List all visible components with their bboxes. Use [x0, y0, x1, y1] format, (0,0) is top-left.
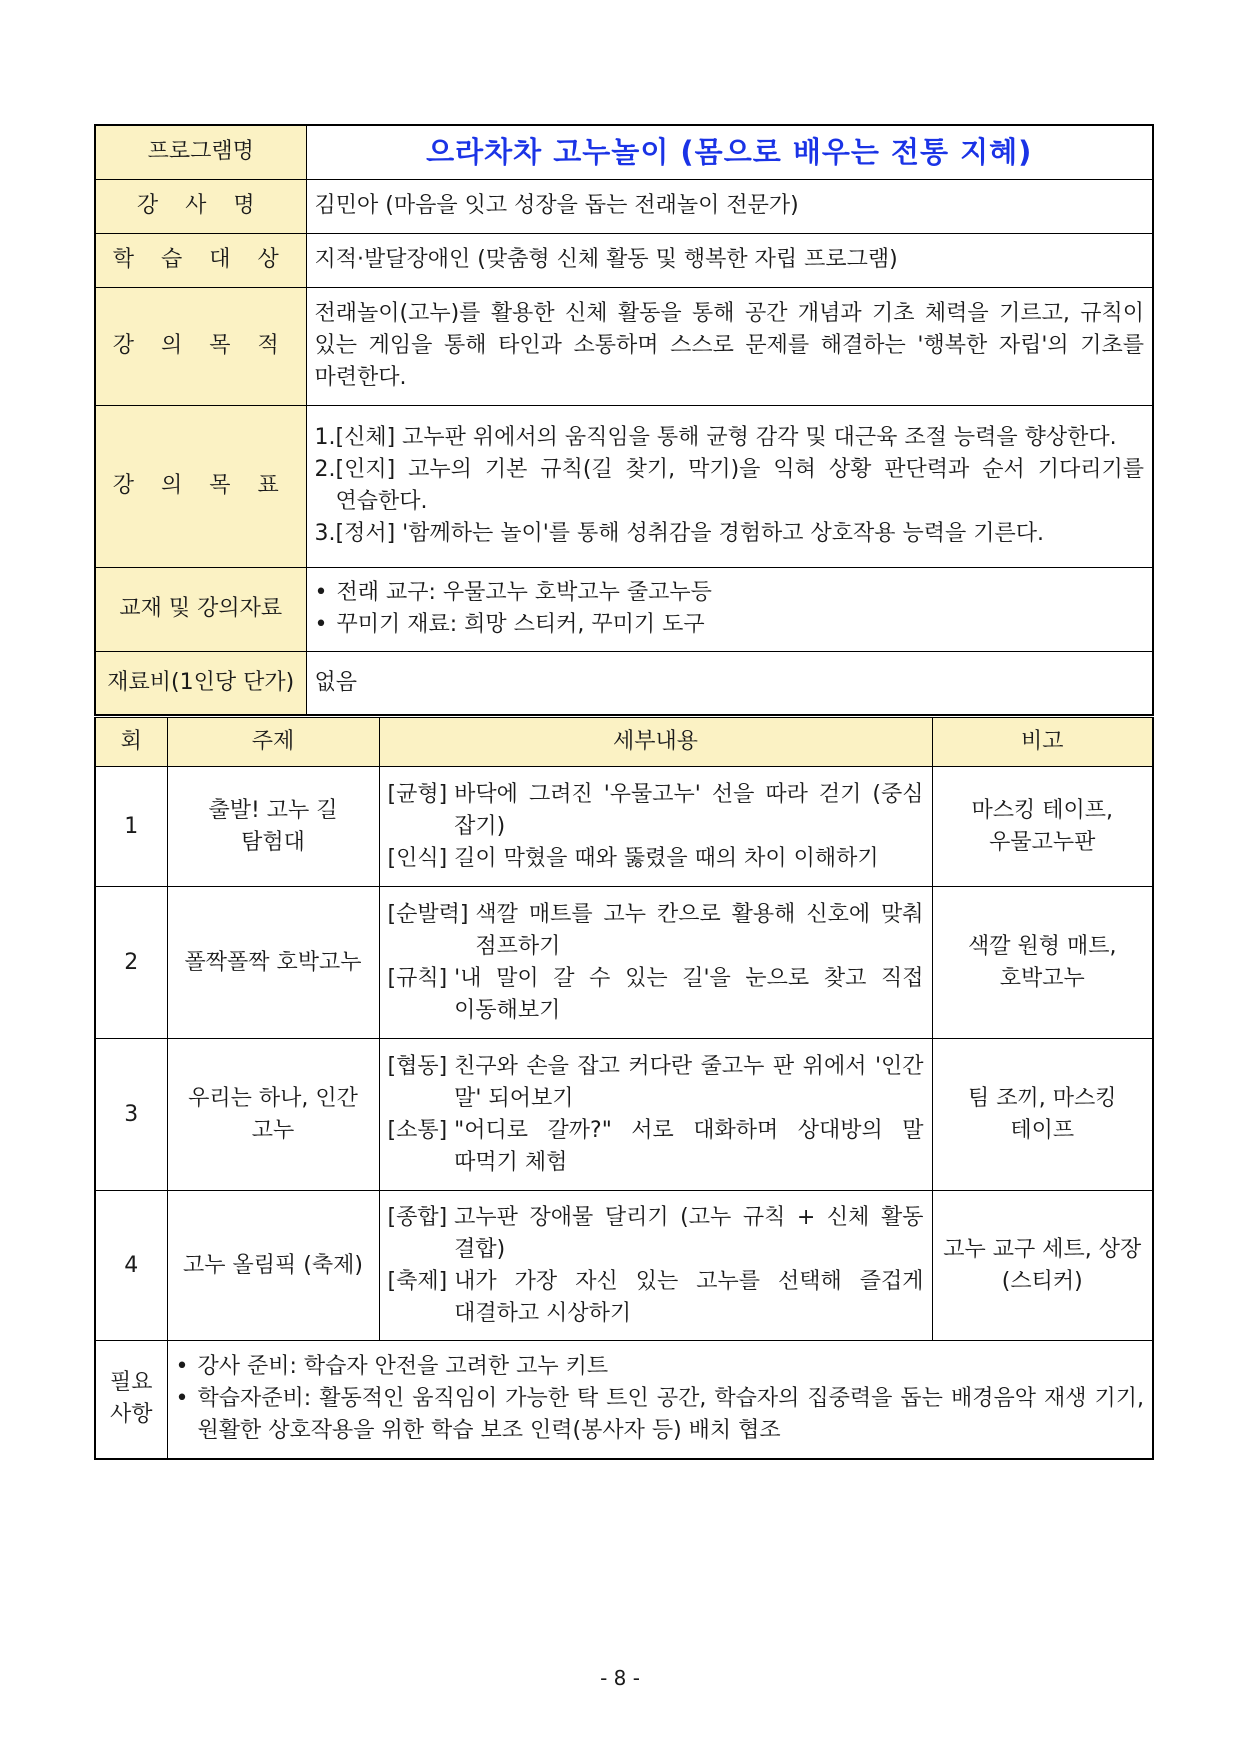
- session-notes: 팀 조끼, 마스킹 테이프: [932, 1039, 1153, 1191]
- goal-number: 2.: [314, 457, 336, 482]
- table-row: [95, 1191, 1153, 1341]
- purpose-row: [95, 287, 1153, 405]
- detail-tag: [소통]: [387, 1117, 455, 1143]
- instructor-label: 강 사 명: [95, 179, 306, 233]
- detail-text: 바닥에 그려진 '우물고누' 선을 따라 걷기 (중심 잡기): [454, 781, 924, 839]
- program-name-label: 프로그램명: [95, 125, 306, 179]
- target-value: 지적·발달장애인 (맞춤형 신체 활동 및 행복한 자립 프로그램): [306, 233, 1153, 287]
- header-details: 세부내용: [379, 718, 932, 767]
- table-row: [95, 1039, 1153, 1191]
- materials-label: 교재 및 강의자료: [95, 567, 306, 651]
- session-number: 3: [95, 1039, 167, 1191]
- detail-item: [388, 1115, 924, 1179]
- materials-item: • 전래 교구: 우물고누 호박고누 줄고누등: [315, 577, 1145, 609]
- fee-label: 재료비(1인당 단가): [95, 651, 306, 715]
- bullet-icon: •: [314, 580, 328, 605]
- materials-row: [95, 567, 1153, 651]
- detail-tag: [종합]: [387, 1204, 455, 1230]
- detail-item: [388, 963, 924, 1027]
- session-topic: 폴짝폴짝 호박고누: [167, 887, 379, 1039]
- detail-tag: [규칙]: [387, 965, 455, 991]
- session-number: 4: [95, 1191, 167, 1341]
- goal-item: [315, 422, 1145, 454]
- bullet-icon: •: [175, 1386, 189, 1412]
- requirements-list: [167, 1341, 1153, 1459]
- detail-tag: [축제]: [387, 1268, 455, 1294]
- purpose-value: 전래놀이(고누)를 활용한 신체 활동을 통해 공간 개념과 기초 체력을 기르고, 규칙이 있는 게임을 통해 타인과 소통하며 스스로 문제를 해결하는 '행복한 자립'의 기초를 마련한다.: [306, 287, 1153, 405]
- detail-text: "어디로 갈까?" 서로 대화하며 상대방의 말 따먹기 체험: [454, 1117, 924, 1175]
- session-topic: 우리는 하나, 인간 고누: [167, 1039, 379, 1191]
- session-topic: 출발! 고누 길 탐험대: [167, 767, 379, 887]
- requirement-item: • 강사 준비: 학습자 안전을 고려한 고누 키트: [176, 1351, 1145, 1383]
- requirements-row: [95, 1341, 1153, 1459]
- goal-text: [정서] '함께하는 놀이'를 통해 성취감을 경험하고 상호작용 능력을 기른다.: [335, 521, 1045, 546]
- goal-number: 1.: [314, 425, 336, 450]
- detail-item: [388, 779, 924, 843]
- session-details: [379, 767, 932, 887]
- program-info-table: [94, 124, 1154, 716]
- bullet-icon: •: [314, 612, 328, 637]
- detail-item: [388, 899, 924, 963]
- header-topic: 주제: [167, 718, 379, 767]
- session-notes: 색깔 원형 매트, 호박고누: [932, 887, 1153, 1039]
- header-notes: 비고: [932, 718, 1153, 767]
- header-session: 회: [95, 718, 167, 767]
- goal-number: 3.: [314, 521, 336, 546]
- goals-row: [95, 405, 1153, 567]
- session-details: [379, 1191, 932, 1341]
- session-details: [379, 887, 932, 1039]
- detail-item: [388, 1202, 924, 1266]
- goals-label: 강 의 목 표: [95, 405, 306, 567]
- detail-item: [388, 1266, 924, 1330]
- instructor-row: [95, 179, 1153, 233]
- requirement-item: • 학습자준비: 활동적인 움직임이 가능한 탁 트인 공간, 학습자의 집중력을 돕는 배경음악 재생 기기, 원활한 상호작용을 위한 학습 보조 인력(봉사자 등) 배치 협조: [176, 1383, 1145, 1447]
- goal-item: [315, 518, 1145, 550]
- detail-tag: [인식]: [387, 845, 455, 871]
- detail-text: 내가 가장 자신 있는 고누를 선택해 즐겁게 대결하고 시상하기: [454, 1268, 924, 1326]
- goal-item: [315, 454, 1145, 518]
- goal-text: [신체] 고누판 위에서의 움직임을 통해 균형 감각 및 대근육 조절 능력을 향상한다.: [335, 425, 1117, 450]
- materials-list: [306, 567, 1153, 651]
- purpose-label: 강 의 목 적: [95, 287, 306, 405]
- detail-text: 고누판 장애물 달리기 (고누 규칙 + 신체 활동 결합): [454, 1204, 924, 1262]
- bullet-icon: •: [175, 1354, 189, 1380]
- page-number: - 8 -: [600, 1666, 640, 1690]
- schedule-header-row: [95, 718, 1153, 767]
- detail-text: '내 말이 갈 수 있는 길'을 눈으로 찾고 직접 이동해보기: [454, 965, 924, 1023]
- goal-text: [인지] 고누의 기본 규칙(길 찾기, 막기)을 익혀 상황 판단력과 순서 기다리기를 연습한다.: [335, 457, 1144, 514]
- detail-text: 길이 막혔을 때와 뚫렸을 때의 차이 이해하기: [454, 845, 879, 871]
- detail-tag: [순발력]: [387, 901, 476, 927]
- detail-item: [388, 843, 924, 875]
- session-notes: 고누 교구 세트, 상장(스티커): [932, 1191, 1153, 1341]
- session-number: 2: [95, 887, 167, 1039]
- materials-item: • 꾸미기 재료: 희망 스티커, 꾸미기 도구: [315, 609, 1145, 641]
- session-number: 1: [95, 767, 167, 887]
- goals-list: [306, 405, 1153, 567]
- program-name-row: [95, 125, 1153, 179]
- detail-tag: [협동]: [387, 1053, 455, 1079]
- instructor-value: 김민아 (마음을 잇고 성장을 돕는 전래놀이 전문가): [306, 179, 1153, 233]
- schedule-table: [94, 717, 1154, 1460]
- session-notes: 마스킹 테이프, 우물고누판: [932, 767, 1153, 887]
- table-row: [95, 887, 1153, 1039]
- session-topic: 고누 올림픽 (축제): [167, 1191, 379, 1341]
- program-title: 으라차차 고누놀이 (몸으로 배우는 전통 지혜): [306, 125, 1153, 179]
- session-details: [379, 1039, 932, 1191]
- target-row: [95, 233, 1153, 287]
- fee-row: [95, 651, 1153, 715]
- table-row: [95, 767, 1153, 887]
- detail-item: [388, 1051, 924, 1115]
- detail-text: 친구와 손을 잡고 커다란 줄고누 판 위에서 '인간 말' 되어보기: [454, 1053, 924, 1111]
- requirements-label: 필요 사항: [95, 1341, 167, 1459]
- detail-text: 색깔 매트를 고누 칸으로 활용해 신호에 맞춰 점프하기: [475, 901, 924, 959]
- detail-tag: [균형]: [387, 781, 455, 807]
- target-label: 학 습 대 상: [95, 233, 306, 287]
- fee-value: 없음: [306, 651, 1153, 715]
